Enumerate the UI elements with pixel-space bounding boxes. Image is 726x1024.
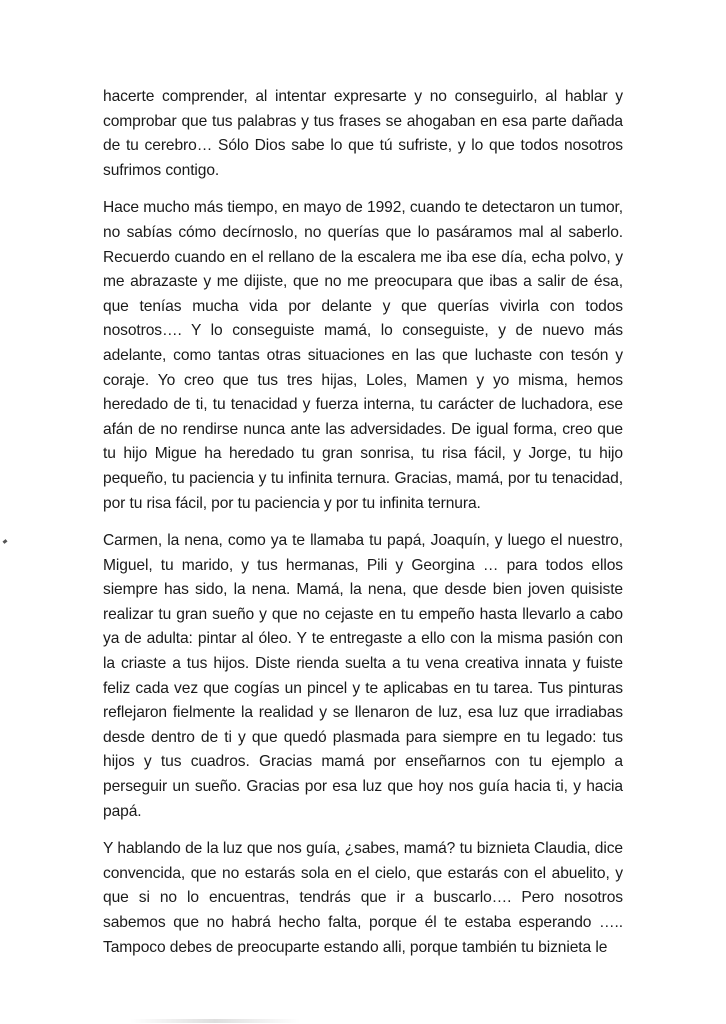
paragraph-4: Y hablando de la luz que nos guía, ¿sabes, mamá? tu biznieta Claudia, dice convencida, que no estarás sola en el cielo, que estarás con el abuelito, y que si no lo encuentras, tendrás que ir a buscarlo…. Pero nosotros sabemos que no habrá hecho falta, porque él te estaba esperando ….. Tampoco debes de preocuparte estando alli, porque también tu biznieta le xyxy=(103,840,623,956)
paragraph-2: Hace mucho más tiempo, en mayo de 1992, cuando te detectaron un tumor, no sabías cómo decírnoslo, no querías que lo pasáramos mal al saberlo. Recuerdo cuando en el rellano de la escalera me iba ese día, echa polvo, y me abrazaste y me dijiste, que no me preocupara que ibas a salir de ésa, que tenías mucha vida por delante y que querías vivirla con todos nosotros…. Y lo conseguiste mamá, lo conseguiste, y de nuevo más adelante, como tantas otras situaciones en las que luchaste con tesón y coraje. Yo creo que tus tres hijas, Loles, Mamen y yo misma, hemos heredado de ti, tu tenacidad y fuerza interna, tu carácter de luchadora, ese afán de no rendirse nunca ante las adversidades. De igual forma, creo que tu hijo Migue ha heredado tu gran sonrisa, tu risa fácil, y Jorge, tu hijo pequeño, tu paciencia y tu infinita ternura. Gracias, mamá, por tu tenacidad, por tu risa fácil, por tu paciencia y por tu infinita ternura. xyxy=(103,199,623,512)
margin-scan-mark xyxy=(3,539,8,544)
paragraph-3: Carmen, la nena, como ya te llamaba tu papá, Joaquín, y luego el nuestro, Miguel, tu marido, y tus hermanas, Pili y Georgina … para todos ellos siempre has sido, la nena. Mamá, la nena, que desde bien joven quisiste realizar tu gran sueño y que no cejaste en tu empeño hasta llevarlo a cabo ya de adulta: pintar al óleo. Y te entregaste a ello con la misma pasión con la criaste a tus hijos. Diste rienda suelta a tu vena creativa innata y fuiste feliz cada vez que cogías un pincel y te aplicabas en tu tarea. Tus pinturas reflejaron fielmente la realidad y se llenaron de luz, esa luz que irradiabas desde dentro de ti y que quedó plasmada para siempre en tu legado: tus hijos y tus cuadros. Gracias mamá por enseñarnos con tu ejemplo a perseguir un sueño. Gracias por esa luz que hoy nos guía hacia ti, y hacia papá. xyxy=(103,532,623,820)
paragraph-1: hacerte comprender, al intentar expresarte y no conseguirlo, al hablar y comprobar que tus palabras y tus frases se ahogaban en esa parte dañada de tu cerebro… Sólo Dios sabe lo que tú sufriste, y lo que todos nosotros sufrimos contigo. xyxy=(103,88,623,179)
scan-smudge xyxy=(130,1019,300,1023)
document-page xyxy=(103,85,623,973)
